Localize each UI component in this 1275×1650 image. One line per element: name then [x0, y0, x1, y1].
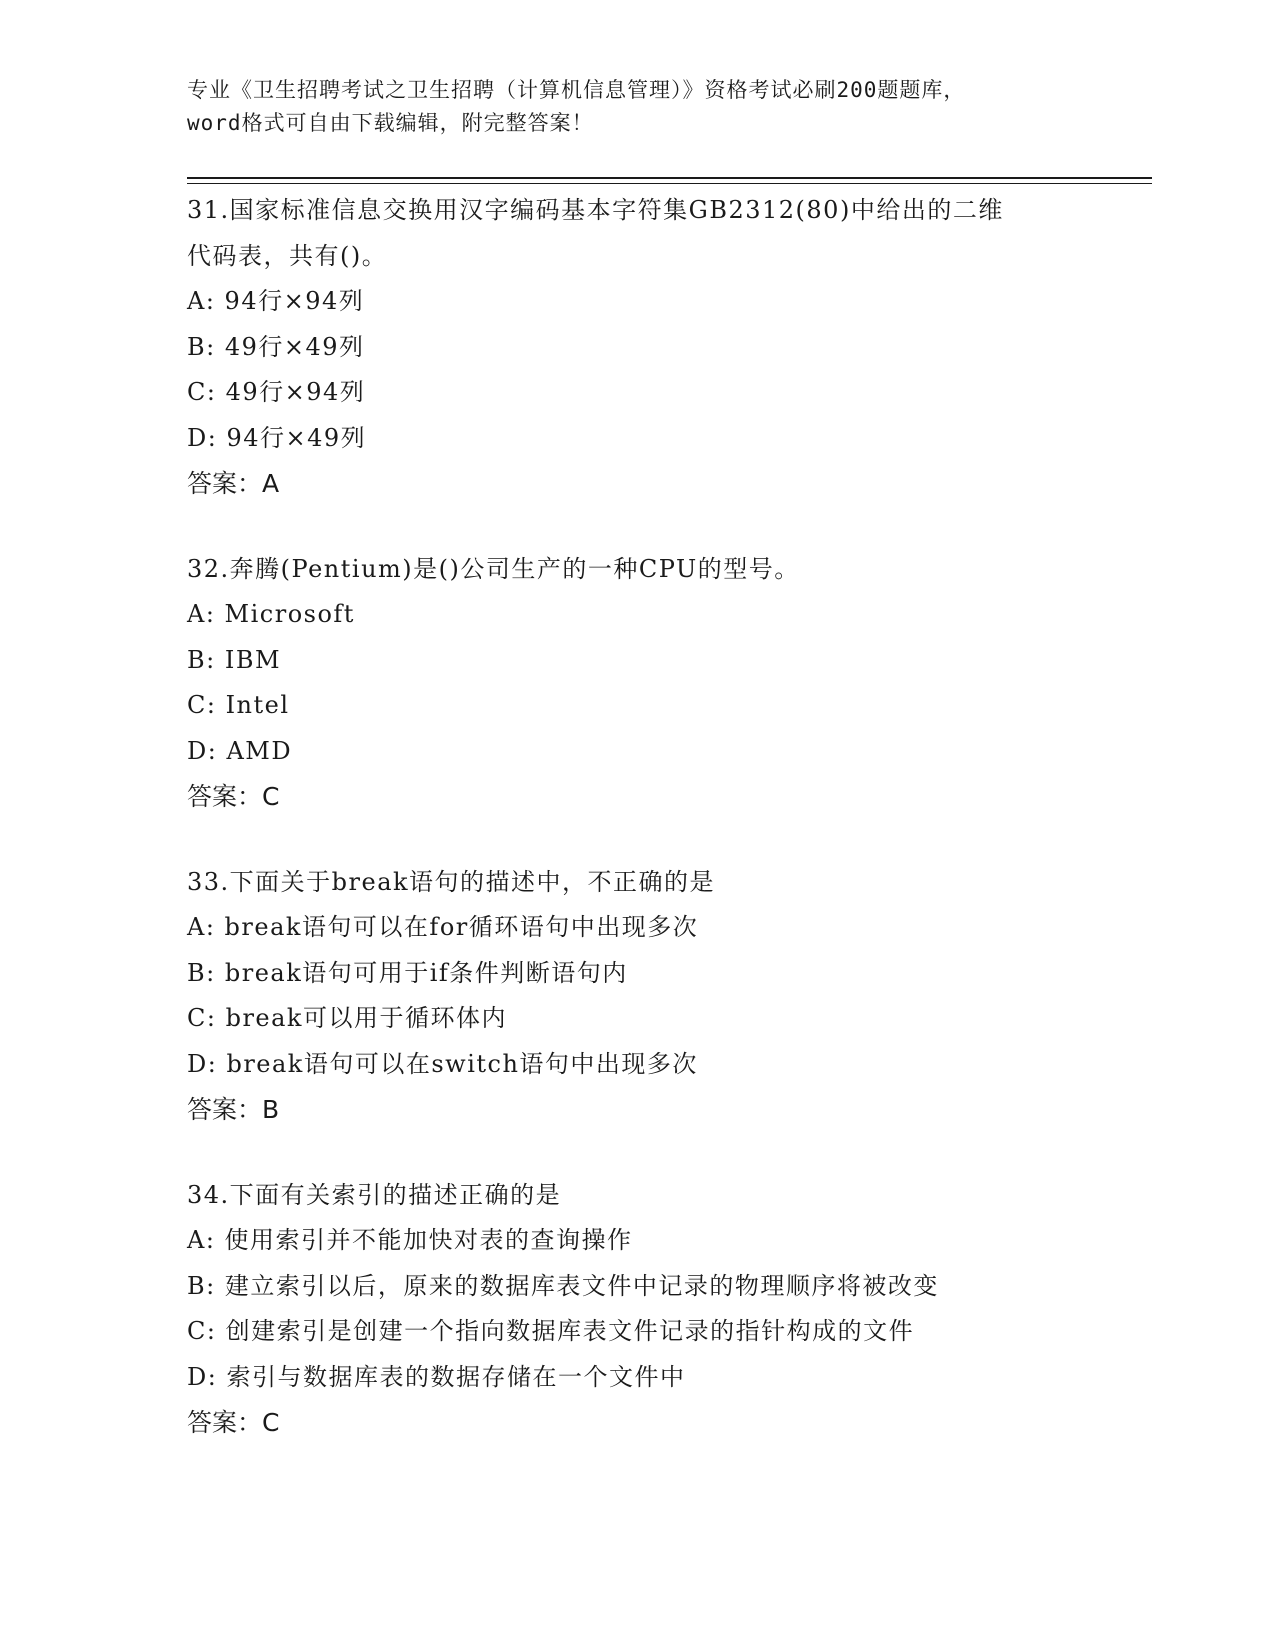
option-a: A: 使用索引并不能加快对表的查询操作	[187, 1226, 633, 1254]
question-text: 32.奔腾(Pentium)是()公司生产的一种CPU的型号。	[187, 554, 800, 583]
option-d: D: 索引与数据库表的数据存储在一个文件中	[187, 1362, 686, 1391]
option-c: C: Intel	[187, 691, 290, 719]
option-c: C: 49行×94列	[187, 378, 366, 406]
question-text: 33.下面关于break语句的描述中，不正确的是	[187, 867, 716, 896]
header-line-2: word格式可自由下载编辑，附完整答案！	[187, 111, 594, 135]
answer: 答案：C	[187, 1408, 280, 1437]
question-32	[187, 547, 1087, 820]
header-rule-thick	[187, 177, 1152, 179]
option-b: B: 建立索引以后，原来的数据库表文件中记录的物理顺序将被改变	[187, 1271, 939, 1300]
option-b: B: 49行×49列	[187, 332, 365, 361]
option-c: C: break可以用于循环体内	[187, 1004, 507, 1032]
header-rule-thin	[187, 183, 1152, 184]
question-34	[187, 1173, 1087, 1446]
answer: 答案：C	[187, 782, 280, 811]
option-d: D: break语句可以在switch语句中出现多次	[187, 1049, 698, 1078]
option-c: C: 创建索引是创建一个指向数据库表文件记录的指针构成的文件	[187, 1317, 915, 1345]
document-header	[187, 74, 1147, 140]
option-d: D: AMD	[187, 736, 293, 765]
option-a: A: Microsoft	[187, 600, 355, 628]
option-a: A: break语句可以在for循环语句中出现多次	[187, 913, 699, 941]
option-b: B: break语句可用于if条件判断语句内	[187, 958, 628, 987]
header-line-1: 专业《卫生招聘考试之卫生招聘（计算机信息管理）》资格考试必刷200题题库，	[187, 78, 966, 102]
answer: 答案：B	[187, 1095, 280, 1124]
question-31	[187, 188, 1087, 507]
answer: 答案：A	[187, 469, 280, 498]
question-list	[187, 188, 1087, 1486]
option-b: B: IBM	[187, 645, 282, 674]
question-text: 31.国家标准信息交换用汉字编码基本字符集GB2312(80)中给出的二维	[187, 196, 1004, 224]
question-text: 代码表，共有()。	[187, 241, 388, 270]
question-33	[187, 860, 1087, 1133]
question-text: 34.下面有关索引的描述正确的是	[187, 1180, 562, 1209]
option-d: D: 94行×49列	[187, 423, 367, 452]
option-a: A: 94行×94列	[187, 287, 365, 315]
